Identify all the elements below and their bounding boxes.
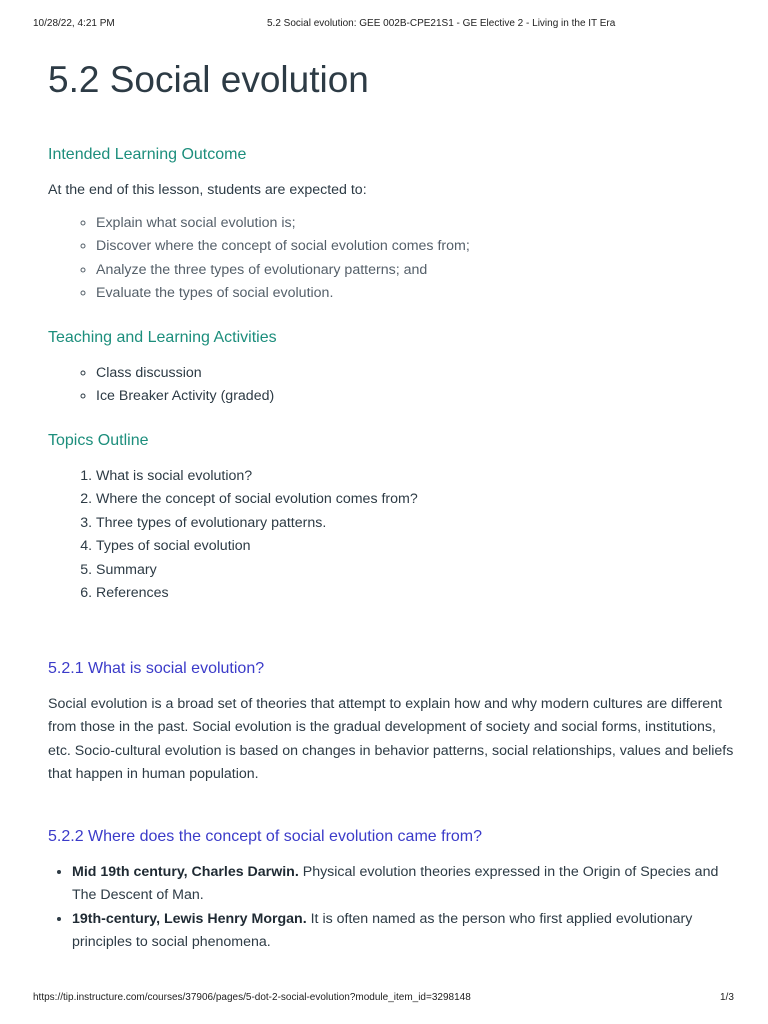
tla-heading: Teaching and Learning Activities (48, 328, 277, 346)
list-item: 6. References (96, 582, 738, 606)
list-item: 3. Three types of evolutionary patterns. (96, 512, 738, 536)
list-item: ◦ Class discussion (96, 362, 738, 386)
section-2-list (48, 861, 738, 955)
list-item: ◦ Discover where the concept of social evolution comes from; (96, 235, 738, 259)
item-bold-lead: Mid 19th century, Charles Darwin. (72, 863, 299, 880)
list-item: 1. What is social evolution? (96, 465, 738, 489)
list-item: 4. Types of social evolution (96, 535, 738, 559)
list-item (72, 861, 738, 908)
section-1-heading: 5.2.1 What is social evolution? (48, 659, 265, 677)
section-2-heading: 5.2.2 Where does the concept of social evolution came from? (48, 827, 483, 845)
list-item: ◦ Explain what social evolution is; (96, 212, 738, 236)
item-text: It is often named as the person who first applied evolutionary principles to social phenomena. (72, 910, 693, 950)
page-content (48, 52, 738, 955)
outline-heading: Topics Outline (48, 431, 149, 449)
page-title: 5.2 Social evolution (48, 59, 369, 100)
ilo-list (48, 212, 738, 306)
list-item: ◦ Ice Breaker Activity (graded) (96, 385, 738, 409)
print-url: https://tip.instructure.com/courses/37906/pages/5-dot-2-social-evolution?module_item_id=3298148 (33, 992, 471, 1003)
list-item: ◦ Analyze the three types of evolutionary patterns; and (96, 259, 738, 283)
page-number: 1/3 (720, 992, 734, 1003)
list-item (72, 908, 738, 955)
list-item: 2. Where the concept of social evolution comes from? (96, 488, 738, 512)
topics-outline-list (48, 465, 738, 606)
list-item: ◦ Evaluate the types of social evolution. (96, 282, 738, 306)
item-text: Physical evolution theories expressed in the Origin of Species and The Descent of Man. (72, 863, 719, 903)
print-footer (0, 992, 768, 1006)
tla-list (48, 362, 738, 409)
list-item: 5. Summary (96, 559, 738, 583)
ilo-heading: Intended Learning Outcome (48, 146, 247, 163)
print-page-title: 5.2 Social evolution: GEE 002B-CPE21S1 - GE Elective 2 - Living in the IT Era (267, 18, 616, 29)
ilo-intro: At the end of this lesson, students are expected to: (48, 182, 367, 198)
section-1-body: Social evolution is a broad set of theories that attempt to explain how and why modern cultures are different from those in the past. Social evolution is the gradual development of society and social forms, institutions, etc. Socio-cultural evolution is based on changes in behavior patterns, social relationships, values and beliefs that happen in human population. (48, 695, 734, 782)
print-date: 10/28/22, 4:21 PM (33, 18, 115, 29)
item-bold-lead: 19th-century, Lewis Henry Morgan. (72, 910, 307, 927)
print-header (0, 18, 768, 32)
